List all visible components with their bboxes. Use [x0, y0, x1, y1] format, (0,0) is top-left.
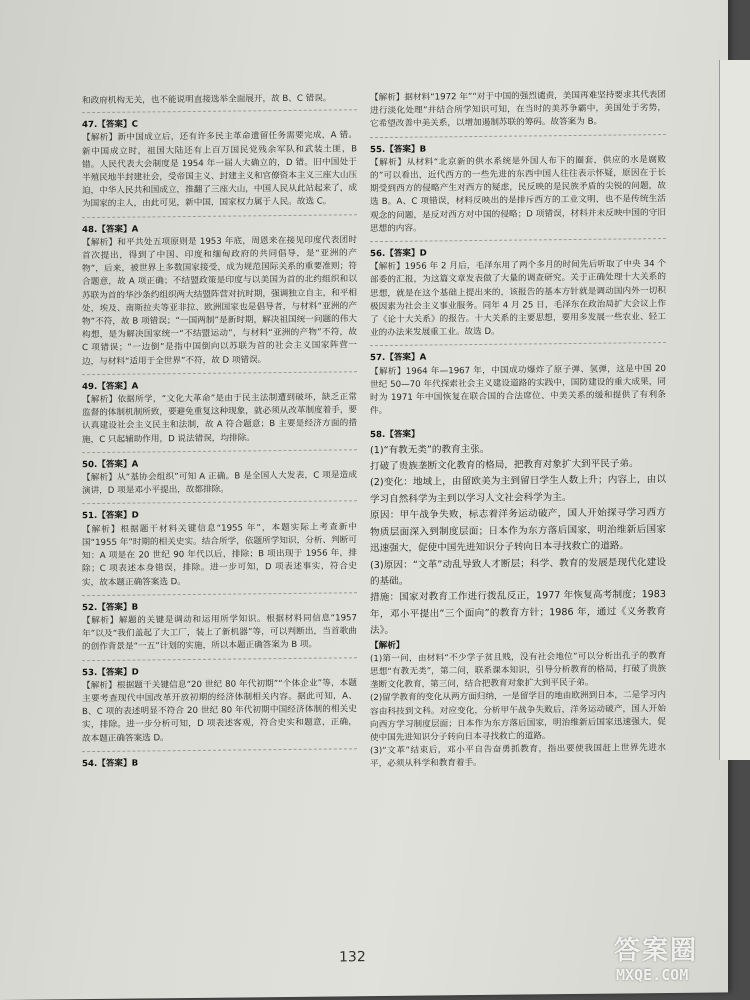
- left-column: [82, 92, 357, 780]
- answer-label: 53.【答案】D: [82, 667, 139, 678]
- analysis-text: 【解析】1956 年 2 月后，毛泽东用了两个多月的时间先后听取了中央 34 个部委的汇报，为这篇文章发表做了大量的调查研究。关于正确处理十大关系的思想，就是在这个基础上提出来的，该报告的基本方针就是调动国内外一切积极因素为社会主义事业服务。同年 4 月 25 日，毛泽东在政治局扩大会议上作了《论十大关系》的报告。十大关系的主要思想，要用多发展一些农业、轻工业的办法来发展重工业。故选 D。: [370, 259, 666, 339]
- answer-label: 47.【答案】C: [82, 119, 138, 131]
- answer-entry: [82, 506, 357, 596]
- answer-label: 57.【答案】A: [370, 352, 427, 364]
- analysis-text: 【解析】新中国成立后，还有许多民主革命遗留任务需要完成，A 错。新中国成立时，祖国大陆还有上百万国民党残余军队和武装土匪，B 错。人民代表大会制度是 1954 年一届人大确立的，D 错。旧中国处于半殖民地半封建社会，受帝国主义、封建主义和官僚资本主义三座大山压迫，中华人民共和国成立，推翻了三座大山，中国人民从此站起来了，成为国家的主人，由此可见，新中国，国家权力属于人民。故选 C。: [82, 130, 358, 210]
- answer-entry: [82, 219, 357, 375]
- watermark-title: 答案圈: [614, 936, 699, 966]
- answer-entry: [82, 376, 357, 453]
- site-watermark-logo: [610, 930, 728, 990]
- answer-entry: [370, 243, 666, 347]
- analysis-text: 【解析】1964 年—1967 年，中国成功爆炸了原子弹、氢弹，这是中国 20 世纪 50—70 年代探索社会主义建设道路的实践中，国防建设的重大成果，同时为 1971 年中国恢复在联合国的合法席位、中美关系的缓和提供了有利条件。: [370, 363, 666, 417]
- analysis-text: 【解析】从材料“北京新的供水系统是外国人布下的圈套，供应的水是腐败的”可以看出，近代西方的一些先进的东西中国人往往表示怀疑，原因在于长期受到西方的侵略产生对西方的疑虑，民反映的是民族矛盾的尖锐的问题，故选 B。A、C 项错误，材料反映出的是排斥西方的工业文明，也不是传统生活观念的问题，是反对西方对中国的侵略；D 项错误，材料并未反映中国的守旧思想的内容。: [370, 154, 666, 234]
- answer-entry: [82, 114, 357, 217]
- left-column-intro: 和政府机构无关，也不能说明直接选举全面展开，故 B、C 错误。: [82, 92, 357, 113]
- analysis-text: 【解析】根据题干材料关键信息“1955 年”，本题实际上考查新中国“1955 年”时期的相关史实。结合所学，依题所学知识，分析、判断可知：A 项是在 20 世纪 90 年代以后，排除；B 项出现于 1956 年，排除；C 项表述本身错误，排除。进一步可知，D 项表述事实，符合史实，故本题正确答案选 D。: [82, 521, 357, 588]
- analysis-text: 【解析】和平共处五项原则是 1953 年底，周恩来在接见印度代表团时首次提出，得到了中国、印度和缅甸政府的共同倡导，是“亚洲的产物”，后来，被世界上多数国家接受，成为规范国际关系的重要准则；符合题意，故 A 项正确；不结盟政策是印度与以美国为首的北约组织和以苏联为首的华沙条约组织两大结盟阵营对抗时期，强调独立自主，和平相处，埃及、南斯拉夫等亚非拉、欧洲国家也是倡导者，与材料“亚洲的产物”不符，故 B 项错误；“一国两制”是新时期，解决祖国统一问题的伟大构想，是为解决国家统一“不结盟运动”，与材料“亚洲的产物”不符，故 C 项错误；“一边倒”是指中国倒向以苏联为首的社会主义国家阵营一边，与材料“适用于全世界”不符，故 D 项错误。: [82, 235, 358, 367]
- answer-entry: [370, 139, 666, 243]
- q58-answer-block: [370, 424, 666, 776]
- analysis-text: 【解析】根据题干关键信息“20 世纪 80 年代初期”“个体企业”等，本题主要考查现代中国改革开放初期的经济体制相关内容。据此可知，A、B、C 项的表述明显不符合 20 世纪 80 年代初期中国经济体制的相关史实，排除。进一步分析可知，D 项表述客观，符合史实和题意，正确，故本题正确答案选 D。: [82, 677, 357, 744]
- answer-label: 56.【答案】D: [370, 248, 427, 260]
- underlying-page-edge: [719, 60, 750, 760]
- answer-entry: [82, 597, 357, 661]
- answer-label: 55.【答案】B: [370, 144, 427, 155]
- answer-label: 52.【答案】B: [82, 602, 139, 613]
- q58-answer-line: 打破了贵族垄断文化教育的格局，把教育对象扩大到平民子弟。: [370, 458, 639, 473]
- q58-answer-line: (2)变化：地域上，由留欧美为主到留日学生人数上升；内容上，由以学习自然科学为主到以学习人文社会科学为主。: [370, 474, 666, 506]
- answer-entry: [370, 347, 666, 423]
- answer-label: 49.【答案】A: [82, 381, 139, 393]
- q58-analysis-line: (1)第一问，由材料“不少学子贫且贱，没有社会地位”可以分析出孔子的教育思想“有教无类”，第二问，联系课本知识，引导分析教育的格局，打破了贵族垄断文化教育，第三问，结合把教育对象扩大到平民子弟。: [370, 650, 666, 691]
- left-entries: [82, 114, 357, 776]
- q58-answer-line: 原因：甲午战争失败，标志着洋务运动破产，国人开始探寻学习西方物质层面深入到制度层面；日本作为东方落后国家，明治维新后国家迅速强大，促使中国先进知识分子转向日本寻找救亡的道路。: [370, 507, 666, 555]
- answer-label: 51.【答案】D: [82, 511, 139, 522]
- analysis-text: 【解析】解题的关键是调动和运用所学知识。根据材料同信息“1957 年”以及“我们盖起了大工厂，装上了新机器”等，可以判断出，当首歌曲的创作背景是“一五”计划的实施，所以本题正确答案为 B 项。: [82, 613, 357, 653]
- answer-label: 48.【答案】A: [82, 224, 139, 235]
- right-entries: [370, 139, 666, 424]
- q58-analysis-line: (3)“文革”结束后，邓小平自告奋勇抓教育，指出要使我国赶上世界先进水平，必须从科学和教育着手。: [370, 743, 666, 770]
- answer-entry: [82, 662, 357, 752]
- answer-entry: [82, 454, 357, 504]
- q58-answer-line: (3)原因：“文革”动乱导致人才断层；科学、教育的发展是现代化建设的基础。: [370, 556, 666, 588]
- q58-analysis-label: 【解析】: [370, 640, 405, 651]
- analysis-text: 【解析】依据所学，“文化大革命”是由于民主法制遭到破坏，缺乏正常监督的体制机制所致，要避免重复这种现象，就必须从改革制度着手，要认真建设社会主义民主和法制，故 A 符合题意；B 主要是经济方面的措施，C 只起辅助作用，D 说法错误，均排除。: [82, 392, 358, 445]
- answer-label: 54.【答案】B: [82, 758, 139, 769]
- q58-answer-line: 措施：国家对教育工作进行拨乱反正，1977 年恢复高考制度；1983 年，邓小平提出“三个面向”的教育方针；1986 年，通过《义务教育法》。: [370, 589, 666, 637]
- analysis-text: 【解析】从“基协会组织”可知 A 正确。B 是全国人大发表，C 项是造成演讲，D 项是邓小平提出，故都排除。: [82, 470, 357, 497]
- page-number: 132: [339, 949, 366, 966]
- answer-label: 50.【答案】A: [82, 459, 139, 471]
- q58-analysis-line: (2)留学教育的变化从两方面归纳，一是留学目的地由欧洲到日本，二是学习内容由科技到文科。对应变化，分析甲午战争失败后，洋务运动破产，国人开始向西方学习制度层面；日本作为东方落后国家，明治维新后国家迅速强大，促使中国先进知识分子转向日本寻找救亡的道路。: [370, 690, 666, 744]
- watermark-url: MXQE.COM: [616, 966, 689, 984]
- q54-analysis-text: 【解析】据材料“1972 年”“对于中国的强烈谴责，美国再难坚持要求其代表团进行淡化处理”并结合所学知识可知，在当时的美苏争霸中，美国处于劣势，它希望改善中美关系，以增加遏制苏联的筹码。故答案为 B。: [370, 90, 666, 130]
- q58-answer-line: (1)“有教无类”的教育主张。: [370, 443, 490, 456]
- q58-answer-label: 58.【答案】: [370, 430, 420, 441]
- q58-answer-lines: [370, 440, 666, 640]
- q54-analysis: [370, 87, 666, 138]
- q58-analysis-lines: [370, 650, 666, 772]
- answer-entry: [82, 753, 357, 776]
- right-column: [370, 87, 666, 781]
